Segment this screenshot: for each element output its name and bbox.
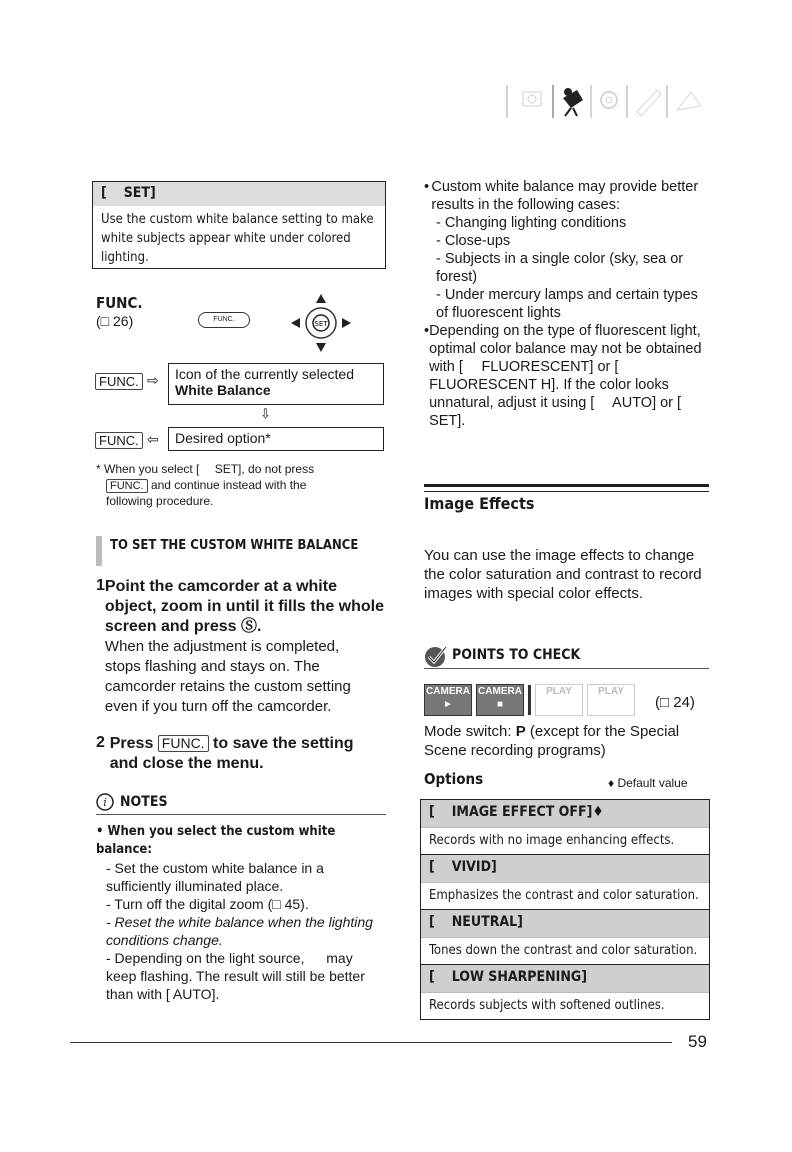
notes-rule [96, 814, 386, 815]
photo-icon [677, 92, 701, 110]
mode-play-photo: PLAY [587, 684, 635, 716]
step-1-instruction: Point the camcorder at a white object, zoom in until it fills the whole screen and press Ⓢ. [104, 578, 385, 635]
mode-divider [528, 685, 531, 715]
custom-set-box [92, 181, 386, 269]
option-vivid: [ VIVID] [421, 855, 709, 883]
flow-func-key-2: FUNC. [95, 432, 143, 450]
right-bullet-2: • Depending on the type of fluorescent light, optimal color balance may not be obtained with [ FLUORESCENT] or [ FLUORESCENT H]. If the color looks unnatural, adjust it using [ AUTO] or [ SET]. [424, 323, 702, 429]
right-case-2: - Close-ups [436, 233, 511, 249]
flow-arrow-right: ⇨ [147, 372, 159, 388]
step-1-detail: When the adjustment is completed, stops flashing and stays on. The camcorder retains the custom setting even if you turn off the camcorder. [104, 638, 359, 715]
options-label: Options [424, 770, 484, 788]
camera-icon [523, 92, 541, 106]
flow-arrow-down: ⇩ [260, 406, 271, 421]
footnote-line2: and continue instead with the [147, 478, 307, 492]
mode-camera-movie: CAMERA ► [424, 684, 472, 716]
joystick-icon [291, 294, 351, 352]
footnote [96, 461, 386, 509]
footnote-line1: * When you select [ SET], do not press [96, 462, 315, 476]
svg-text:i: i [103, 796, 107, 809]
notes-icon [96, 793, 114, 811]
step-2 [96, 734, 386, 774]
notes-item-4: - Depending on the light source, may keep flashing. The result will still be better than with [ AUTO]. [106, 950, 365, 1002]
mode-play-movie: PLAY [535, 684, 583, 716]
flow-func-key-1: FUNC. [95, 373, 143, 391]
option-image-effect-off-desc: Records with no image enhancing effects. [421, 828, 709, 855]
mode-icons [505, 80, 705, 120]
right-case-3: - Subjects in a single color (sky, sea or forest) [436, 251, 684, 285]
func-button: FUNC. [198, 312, 250, 328]
joystick-set-label: SET [314, 320, 328, 328]
custom-set-text: Use the custom white balance setting to make white subjects appear white under colored lighting. [101, 212, 374, 265]
page-number: 59 [688, 1032, 707, 1051]
notes-content [96, 823, 386, 1003]
footnote-line3: following procedure. [106, 494, 214, 508]
flow-box1-line1: Icon of the currently selected [175, 366, 354, 382]
option-neutral-desc: Tones down the contrast and color saturation. [421, 938, 709, 965]
movie-camera-icon [563, 88, 583, 116]
step-2-text-b: to save the setting and close the menu. [109, 735, 354, 772]
mode-switch-text: Mode switch: P (except for the Special Scene recording programs) [424, 723, 680, 759]
pencil-icon [637, 90, 661, 116]
step-1 [96, 577, 386, 717]
option-low-sharpening-desc: Records subjects with softened outlines. [421, 993, 709, 1020]
header-icon-strip [505, 80, 705, 120]
notes-bullet-title: • When you select the custom white balance: [96, 824, 336, 857]
points-to-check-heading: POINTS TO CHECK [452, 647, 581, 663]
default-value-label: ♦ Default value [608, 776, 688, 790]
flow-current-wb-box [168, 363, 384, 405]
modes-ref: (□ 24) [655, 694, 695, 711]
section-marker [96, 536, 102, 566]
right-bullet-1: • Custom white balance may provide better results in the following cases: [424, 179, 699, 213]
step-1-number: 1 [96, 577, 105, 594]
right-top-content [424, 178, 714, 430]
mode-camera-photo: CAMERA ■ [476, 684, 524, 716]
option-neutral: [ NEUTRAL] [421, 910, 709, 938]
custom-set-title: [ SET] [93, 182, 385, 206]
image-effects-intro: You can use the image effects to change the color saturation and contrast to record images with special color effects. [424, 547, 702, 602]
flow-box1-line2: White Balance [175, 382, 271, 398]
points-rule [424, 668, 709, 669]
footer-rule [70, 1042, 672, 1043]
right-case-4: - Under mercury lamps and certain types of fluorescent lights [436, 287, 698, 321]
mode-icons-row [424, 684, 635, 716]
flow-arrow-left: ⇦ [147, 431, 159, 447]
notes-item-1: - Set the custom white balance in a sufficiently illuminated place. [106, 860, 324, 894]
footnote-func-key: FUNC. [106, 479, 148, 493]
step-2-number: 2 [96, 734, 105, 751]
option-image-effect-off: [ IMAGE EFFECT OFF]♦ [421, 800, 709, 828]
gear-icon [601, 92, 617, 108]
option-vivid-desc: Emphasizes the contrast and color saturation. [421, 883, 709, 910]
points-to-check-icon [423, 643, 449, 669]
step-2-text-a: Press [109, 735, 158, 752]
option-low-sharpening: [ LOW SHARPENING] [421, 965, 709, 993]
notes-heading: NOTES [120, 794, 168, 810]
options-table [420, 799, 710, 1020]
flow-desired-option-box: Desired option* [168, 427, 384, 451]
image-effects-rule [424, 484, 709, 492]
notes-item-3: - Reset the white balance when the lighting conditions change. [106, 914, 373, 948]
image-effects-title: Image Effects [424, 494, 535, 513]
custom-wb-heading: TO SET THE CUSTOM WHITE BALANCE [110, 538, 359, 553]
func-ref: (□ 26) [96, 313, 134, 329]
step-2-func-key: FUNC. [158, 735, 209, 752]
right-case-1: - Changing lighting conditions [436, 215, 627, 231]
func-label: FUNC. [96, 294, 143, 312]
notes-item-2: - Turn off the digital zoom (□ 45). [106, 896, 309, 912]
